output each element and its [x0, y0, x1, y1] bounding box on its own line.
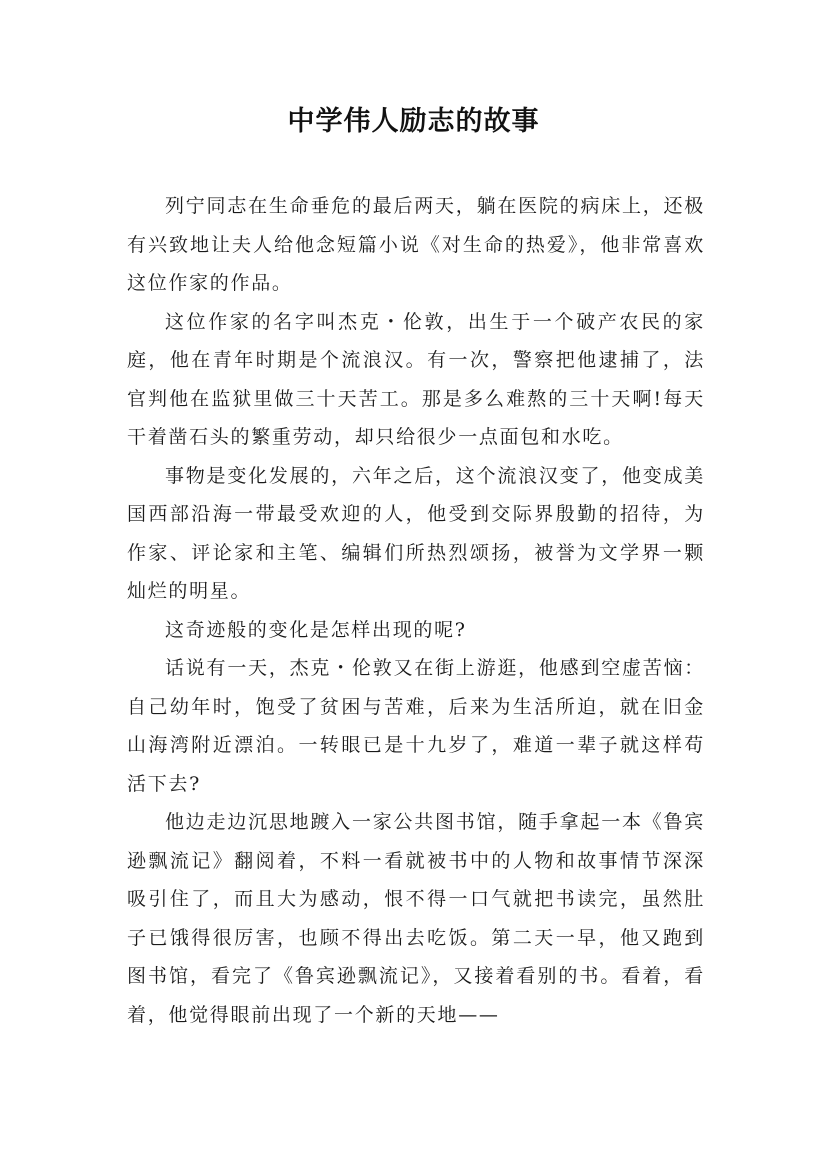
- paragraph: 这奇迹般的变化是怎样出现的呢?: [165, 618, 467, 641]
- paragraph: 事物是变化发展的，六年之后，这个流浪汉变了，他变成美国西部沿海一带最受欢迎的人，他受到交际界殷勤的招待，为作家、评论家和主笔、编辑们所热烈颂扬，被誉为文学界一颗灿烂的明星。: [127, 464, 705, 602]
- paragraph: 他边走边沉思地踱入一家公共图书馆，随手拿起一本《鲁宾逊飘流记》翻阅着，不料一看就被书中的人物和故事情节深深吸引住了，而且大为感动，恨不得一口气就把书读完，虽然肚子已饿得很厉害，也顾不得出去吃饭。第二天一早，他又跑到图书馆，看完了《鲁宾逊飘流记》，又接着看别的书。看着，看着，他觉得眼前出现了一个新的天地——: [127, 811, 705, 1026]
- paragraph: 这位作家的名字叫杰克・伦敦，出生于一个破产农民的家庭，他在青年时期是个流浪汉。有一次，警察把他逮捕了，法官判他在监狱里做三十天苦工。那是多么难熬的三十天啊!每天干着凿石头的繁重劳动，却只给很少一点面包和水吃。: [127, 310, 705, 448]
- document-body: [127, 187, 705, 1034]
- paragraph: 话说有一天，杰克・伦敦又在街上游逛，他感到空虚苦恼：自己幼年时，饱受了贫困与苦难，后来为生活所迫，就在旧金山海湾附近漂泊。一转眼已是十九岁了，难道一辈子就这样苟活下去?: [127, 657, 705, 795]
- paragraph: 列宁同志在生命垂危的最后两天，躺在医院的病床上，还极有兴致地让夫人给他念短篇小说《对生命的热爱》，他非常喜欢这位作家的作品。: [127, 195, 705, 294]
- document-title: 中学伟人励志的故事: [287, 106, 540, 137]
